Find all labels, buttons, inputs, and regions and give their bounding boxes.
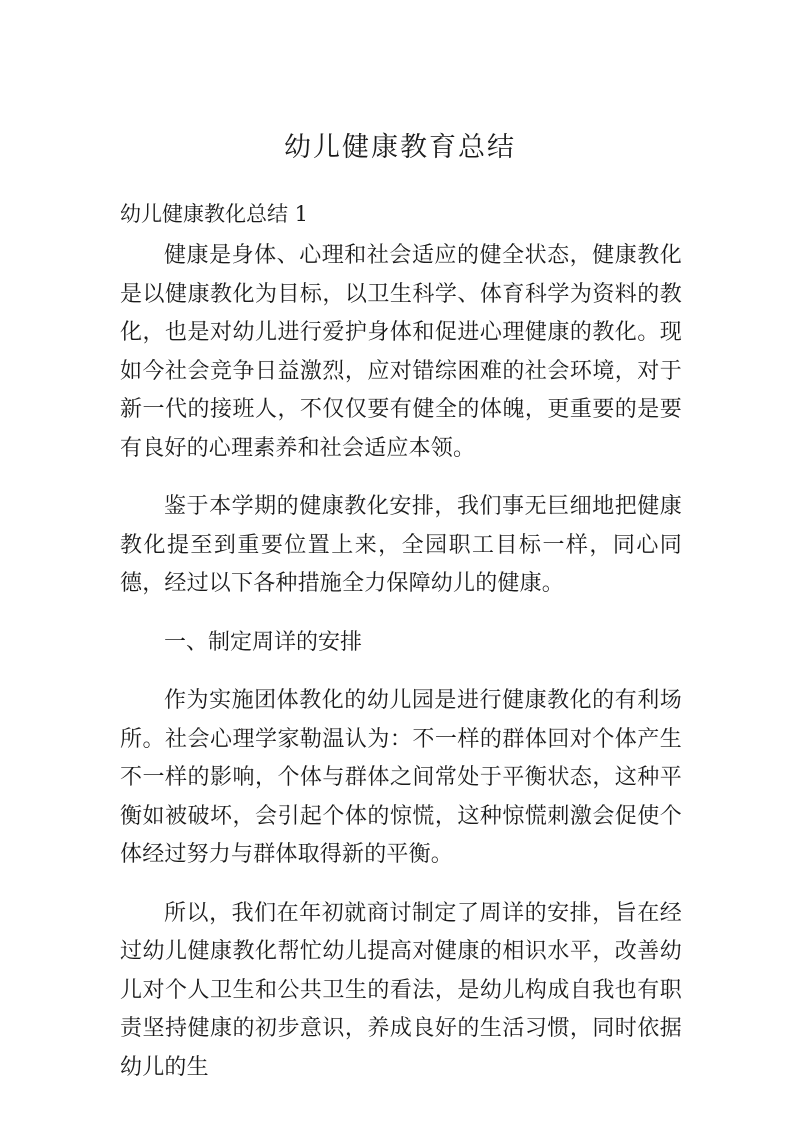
document-body <box>120 237 682 1107</box>
paragraph-plan-goals: 所以，我们在年初就商讨制定了周详的安排，旨在经过幼儿健康教化帮忙幼儿提高对健康的相识水平，改善幼儿对个人卫生和公共卫生的看法，是幼儿构成自我也有职责坚持健康的初步意识，养成良好的生活习惯，同时依据幼儿的生 <box>120 900 682 1080</box>
document-title: 幼儿健康教育总结 <box>284 132 516 163</box>
section-heading: 幼儿健康教化总结 1 <box>120 202 309 226</box>
paragraph-group-education: 作为实施团体教化的幼儿园是进行健康教化的有利场所。社会心理学家勒温认为：不一样的群体回对个体产生不一样的影响，个体与群体之间常处于平衡状态，这种平衡如被破坏，会引起个体的惊慌，这种惊慌刺激会促使个体经过努力与群体取得新的平衡。 <box>120 688 682 867</box>
paragraph-plan-overview: 鉴于本学期的健康教化安排，我们事无巨细地把健康教化提至到重要位置上来，全园职工目标一样，同心同德，经过以下各种措施全力保障幼儿的健康。 <box>120 494 682 596</box>
paragraph-intro: 健康是身体、心理和社会适应的健全状态，健康教化是以健康教化为目标，以卫生科学、体育科学为资料的教化，也是对幼儿进行爱护身体和促进心理健康的教化。现如今社会竞争日益激烈，应对错综困难的社会环境，对于新一代的接班人，不仅仅要有健全的体魄，更重要的是要有良好的心理素养和社会适应本领。 <box>120 243 682 461</box>
subheading-detailed-plan: 一、制定周详的安排 <box>164 629 363 655</box>
